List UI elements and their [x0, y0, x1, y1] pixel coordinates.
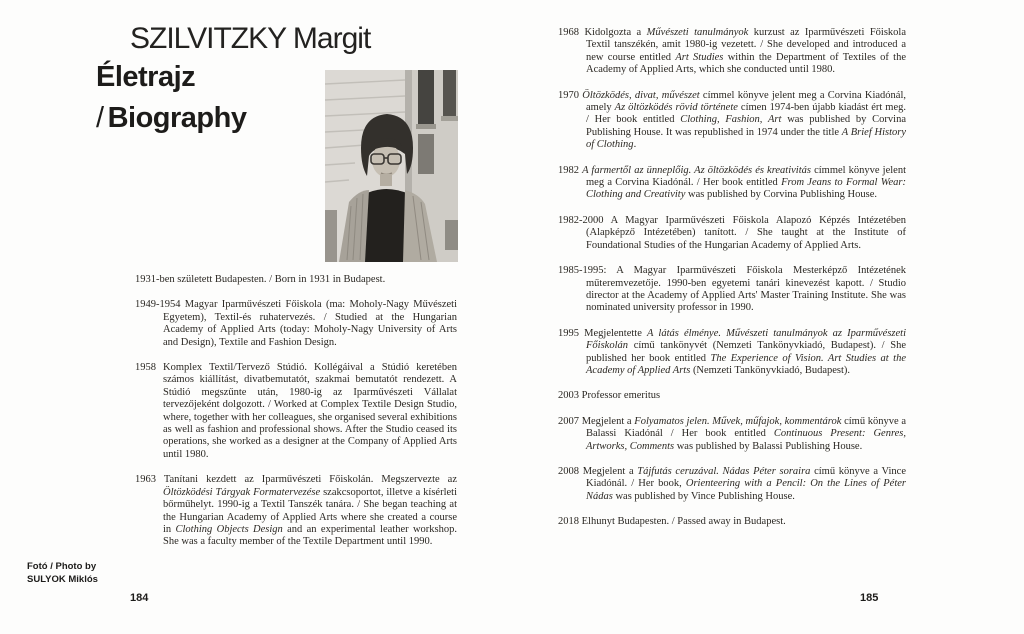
entry-year: 1982 [558, 164, 583, 176]
bio-entry [135, 274, 457, 286]
entry-text: címmel könyve jelent meg a Corvina Kiadónál. / Her book entitled [586, 164, 907, 189]
entry-text: and an experimental leather workshop. She was a faculty member of the Textile Department until 1990. [163, 523, 458, 548]
entry-text: Megjelent a [582, 465, 638, 477]
entry-year: 1982-2000 [558, 214, 611, 226]
entry-text: was published by Balassi Publishing House. [674, 440, 863, 452]
entry-text: Professor emeritus [581, 390, 661, 402]
entry-title-italic: Continuous Present: Genres, Artworks, Comments [586, 428, 907, 452]
entry-title-italic: A farmertől az ünneplőig. Az öltözködés és kreativitás [582, 164, 811, 176]
entry-title-italic: Öltözködés, divat, művészet [582, 89, 700, 101]
entry-text: A Magyar Iparművészeti Főiskola Alapozó Képzés Intézetében (Alapképző Intézetében) tanított. / She taught at the Institute of Foundational Studies of the Hungarian Academy of Applied Arts. [586, 214, 906, 251]
entry-text: szakcsoportot, illetve a kísérleti bőrműhelyt. 1990-ig a Textil Tanszék tanára. / She began teaching at the Hungarian Academy of Applied Arts where she created a course in [163, 486, 457, 535]
entry-text: című tankönyvét (Nemzeti Tankönyvkiadó, Budapest). / She published her book entitled [586, 340, 906, 364]
entry-text: címen 1974-ben újabb kiadást ért meg. / Her book entitled [586, 102, 907, 126]
entry-text: Megjelent a [581, 415, 635, 427]
entry-year: 2018 [558, 516, 582, 528]
entry-text: című könyve a Balassi Kiadónál / Her book entitled [586, 415, 906, 440]
entry-text: Megjelentette [584, 327, 648, 339]
bio-entry [558, 265, 906, 315]
title-slash: / [96, 102, 104, 134]
entry-year: 1995 [558, 327, 585, 339]
portrait-photo [325, 70, 458, 262]
entry-title-italic: Művészeti tanulmányok [646, 27, 749, 38]
entry-title-italic: A Brief History of Clothing [586, 126, 906, 151]
bio-entry [135, 474, 457, 548]
biography-entries-left [135, 274, 457, 562]
entry-title-italic: Art Studies [675, 51, 724, 63]
entry-year: 1958 [135, 362, 164, 374]
entry-text: született Budapesten. / Born in 1931 in Budapest. [177, 274, 386, 285]
entry-year: 2007 [558, 415, 582, 427]
bio-entry [558, 90, 906, 152]
bio-entry [558, 165, 906, 202]
section-title-english [96, 102, 246, 135]
entry-text: Magyar Iparművészeti Főiskola (ma: Moholy-Nagy Művészeti Egyetem), Textil-és ruhatervezés. / Studied at the Hungarian Academy of Applied Arts (today: Moholy-Nagy University of Arts and Design), Textile and Fashion Design. [163, 299, 457, 348]
title-biography: Biography [107, 102, 247, 134]
section-title-hungarian: Életrajz [96, 61, 196, 93]
entry-title-italic: Clothing Objects Design [175, 523, 283, 535]
entry-title-italic: From Jeans to Formal Wear: Clothing and Creativity [586, 177, 906, 201]
bio-entry [558, 328, 906, 378]
entry-title-italic: Tájfutás ceruzával. Nádas Péter soraira [637, 465, 811, 477]
entry-text: Tanítani kezdett az Iparművészeti Főiskolán. Megszervezte az [163, 474, 458, 486]
entry-title-italic: A látás élménye. Művészeti tanulmányok az Iparművészeti Főiskolán [586, 327, 907, 352]
entry-year: 1985-1995: [558, 265, 617, 277]
entry-text: Elhunyt Budapesten. / Passed away in Budapest. [581, 516, 786, 528]
entry-text: kurzust az Iparművészeti Főiskola Textil tanszékén, amit 1980-ig vezetett. / She developed and introduced a new course entitled [586, 27, 906, 63]
entry-title-italic: Folyamatos jelen. Művek, műfajok, kommentárok [634, 415, 842, 427]
entry-title-italic: Az öltözködés rövid története [614, 102, 738, 114]
entry-title-italic: Orienteering with a Pencil: On the Lines of Péter Nádas [586, 478, 906, 502]
bio-entry [558, 416, 906, 453]
photo-credit [27, 561, 98, 586]
entry-year: 2003 [558, 390, 582, 402]
entry-text: was published by Corvina Publishing House. [685, 189, 877, 201]
entry-text: . [633, 139, 637, 151]
entry-text: (Nemzeti Tankönyvkiadó, Budapest). [690, 364, 851, 376]
bio-entry [558, 27, 906, 77]
bio-entry [558, 390, 906, 402]
entry-text: A Magyar Iparművészeti Főiskola Mesterképző Intézetének műteremvezetője. 1990-ben egyetemi tanári kinevezést kapott. / Studio director at the Academy of Applied Arts' Master Training Institute. She was nominated university professor in 1990. [586, 265, 906, 314]
entry-year: 1949-1954 [135, 299, 185, 311]
entry-title-italic: The Experience of Vision. Art Studies at the Academy of Applied Arts [586, 352, 906, 376]
entry-text: című könyve a Vince Kiadónál. / Her book, [586, 465, 906, 490]
entry-text: címmel könyve jelent meg a Corvina Kiadónál, amely [586, 89, 907, 114]
entry-text: was published by Vince Publishing House. [612, 490, 795, 502]
entry-year: 1968 [558, 27, 585, 38]
entry-year: 1970 [558, 89, 583, 101]
portrait-photo-image [325, 70, 458, 262]
entry-year: 1931-ben [135, 274, 178, 285]
entry-text: Komplex Textil/Tervező Stúdió. Kollégáival a Stúdió keretében számos kiállítást, divatbemutatót, szakmai bemutatót rendezett. A Stúdió megszűnte után, 1980-ig az Iparművészeti Vállalat tervezőjeként dolgozott. / Worked at Complex Textile Design Studio, where, together with her colleagues, she organised several exhibitions as well as fashion and professional shows. After the Studio ceased its operations, she worked as a designer at the Company of Applied Arts until 1980. [163, 362, 458, 460]
bio-entry [135, 299, 457, 349]
photo-credit-line2: SULYOK Miklós [27, 573, 98, 585]
bio-entry [135, 362, 457, 461]
artist-name: SZILVITZKY Margit [130, 22, 371, 55]
entry-year: 2008 [558, 465, 583, 477]
entry-text: within the Department of Textiles of the Academy of Applied Arts, which she conducted until 1980. [586, 51, 907, 76]
page-number-left: 184 [130, 592, 149, 604]
bio-entry [558, 215, 906, 252]
entry-year: 1963 [135, 474, 164, 486]
bio-entry [558, 516, 906, 528]
photo-credit-line1: Fotó / Photo by [27, 561, 97, 572]
entry-title-italic: Öltözködési Tárgyak Formatervezése [163, 486, 321, 498]
biography-entries-right [558, 27, 906, 542]
entry-title-italic: Clothing, Fashion, Art [680, 114, 782, 126]
entry-text: Kidolgozta a [584, 27, 647, 38]
page-number-right: 185 [860, 592, 879, 604]
entry-text: was published by Corvina Publishing House. It was republished in 1974 under the title [586, 114, 906, 138]
bio-entry [558, 466, 906, 503]
